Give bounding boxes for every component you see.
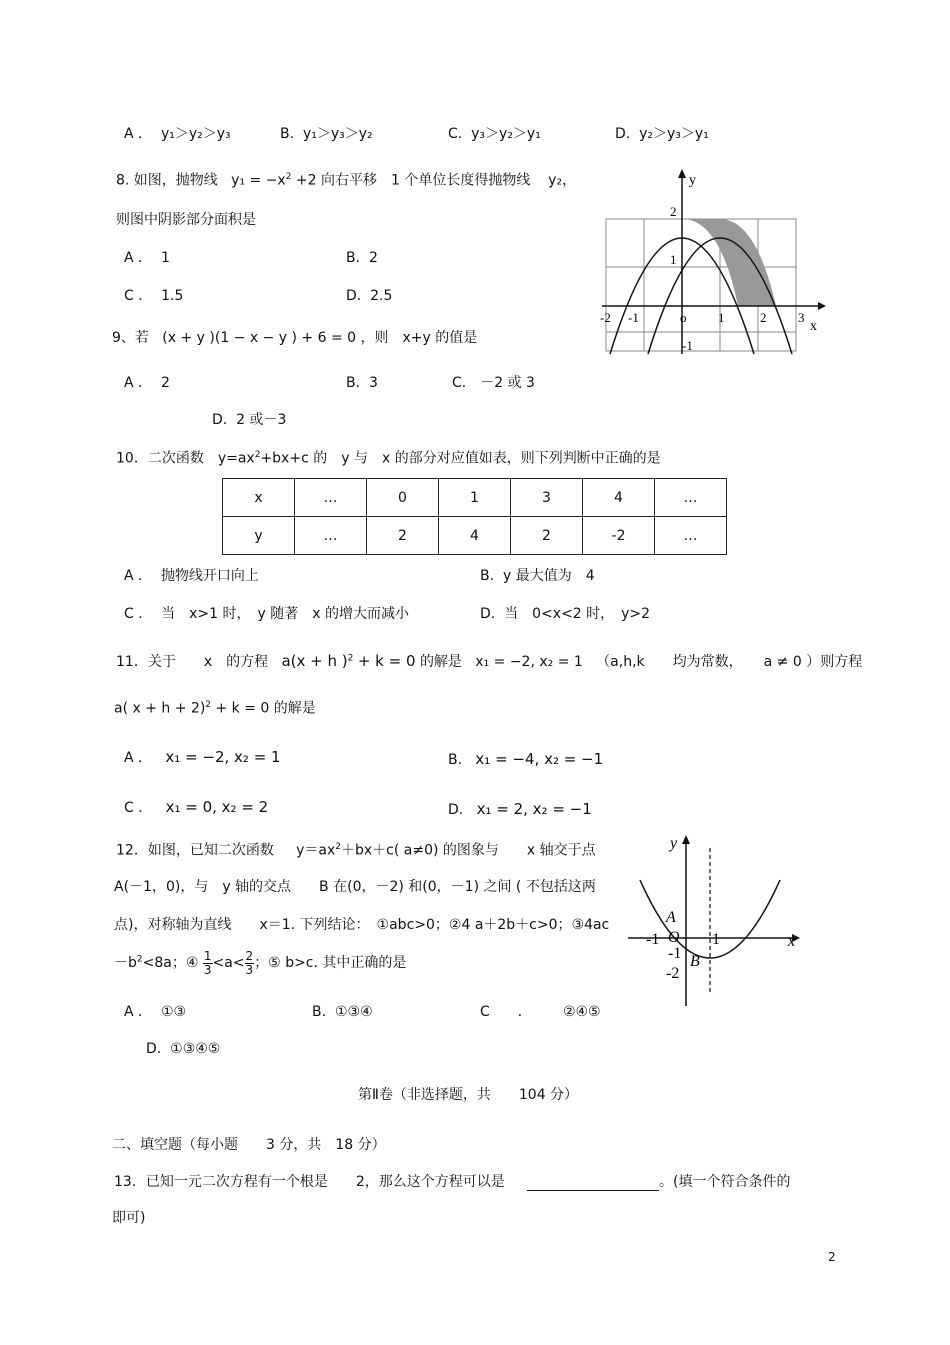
q9-option-d (212, 412, 286, 429)
q10-stem (116, 450, 661, 467)
q12-option-b-label: B. (312, 1004, 327, 1020)
q11-option-d (448, 800, 592, 819)
q12-option-d-label: D. (146, 1041, 162, 1057)
q12-stem-line-4 (114, 950, 406, 976)
q7-option-a-text: y₁＞y₂＞y₃ (160, 126, 231, 142)
q11-option-a-text: x₁ = −2, x₂ = 1 (165, 748, 281, 766)
q12-function-exponent: 2 (335, 842, 341, 852)
fill-in-heading: 二、填空题（每小题 3 分，共 18 分） (112, 1137, 386, 1153)
table-cell: … (655, 517, 727, 555)
q11-option-b-text: x₁ = −4, x₂ = −1 (475, 750, 604, 768)
q7-option-a-label: A ． (124, 126, 153, 142)
page-number: 2 (828, 1250, 836, 1264)
q10-option-c (124, 606, 409, 623)
q8-tick-x-3: 3 (798, 310, 805, 325)
q12-tick-y-minus1: -1 (668, 945, 682, 962)
q9-stem-text: 9、若 (112, 330, 149, 346)
q9-option-c-text: －2 或 3 (480, 375, 535, 391)
q11-given-solution: x₁ = −2, x₂ = 1 (475, 654, 583, 670)
q11-stem-text-3: （a,h,k 均为常数， a ≠ 0 ）则方程 (596, 654, 863, 670)
q12-function: y＝ax (296, 842, 336, 859)
section-title: 第Ⅱ卷（非选择题，共 104 分） (358, 1087, 579, 1103)
table-cell: -2 (583, 517, 655, 555)
q11-equation-2-exponent: 2 (205, 700, 212, 710)
q10-option-b-label: B. (480, 568, 495, 584)
q12-x-axis-label: x (788, 933, 796, 950)
table-cell: x (223, 479, 295, 517)
q12-option-b (312, 1004, 373, 1021)
q8-option-d-text: 2.5 (370, 288, 393, 304)
q10-option-a (124, 568, 259, 585)
q8-option-a (124, 250, 170, 267)
q12-option-d-text: ①③④⑤ (170, 1041, 221, 1057)
q9-option-a-label: A ． (124, 375, 153, 391)
q12-point-a-label: A (666, 909, 676, 926)
q12-stem-line-2: A(－1，0)，与 y 轴的交点 B 在(0，－2) 和(0，－1) 之间 ( 不包括这两 (114, 879, 596, 895)
q9-option-c-label: C． (452, 375, 476, 391)
q11-option-a (124, 748, 281, 767)
q12-stem-text: 12．如图，已知二次函数 (116, 842, 274, 859)
q11-option-a-label: A ． (124, 750, 153, 766)
q8-equation-y2: y₂， (548, 172, 577, 189)
q8-tick-x-2: 2 (760, 310, 767, 325)
q12-fraction-1-denominator: 3 (203, 962, 212, 977)
q8-option-d (346, 288, 392, 305)
q12-stem-text-4: －b (114, 955, 137, 972)
table-cell: 2 (367, 517, 439, 555)
q9-stem (112, 330, 477, 347)
q11-stem-line-2 (114, 700, 316, 717)
q10-stem-exponent: 2 (254, 450, 261, 460)
q12-stem-line-1 (116, 842, 596, 859)
q8-stem (116, 172, 576, 189)
q12-stem-text-6: <a< (212, 955, 245, 972)
q11-equation-2: a( x + h + 2) (114, 700, 206, 717)
q9-option-a (124, 375, 170, 392)
q8-tick-y-2: 2 (670, 204, 677, 219)
q7-option-d (615, 126, 709, 143)
q12-tick-x-minus1: -1 (646, 931, 660, 948)
q12-origin-label: O (668, 929, 680, 946)
q12-stem-line-3: 点)，对称轴为直线 x＝1. 下列结论： ①abc>0；②4 a＋2b＋c>0；③4ac (114, 917, 610, 933)
q11-option-c (124, 798, 268, 817)
q8-option-a-text: 1 (160, 250, 170, 266)
q10-option-d (480, 606, 650, 623)
q8-stem-text: 8. 如图，抛物线 (116, 172, 218, 189)
q12-option-a-text: ①③ (160, 1004, 187, 1020)
q11-option-c-label: C ． (124, 800, 153, 816)
q9-option-b-text: 3 (368, 375, 378, 391)
q11-option-b (448, 750, 603, 769)
q8-equation-rest: +2 (295, 172, 317, 189)
q11-stem (116, 652, 862, 671)
q9-stem-text-2: ，则 x+y 的值是 (360, 330, 478, 346)
q8-tick-y-minus1: -1 (682, 338, 693, 353)
q12-fraction-one-third (203, 950, 213, 976)
y-axis-arrow-icon (682, 835, 690, 844)
q10-option-c-text: 当 x>1 时， y 随著 x 的增大而减小 (161, 606, 409, 622)
q12-stem-exponent: 2 (136, 954, 143, 965)
q12-tick-x-1: 1 (712, 931, 720, 948)
q7-option-b-text: y₁＞y₃＞y₂ (302, 126, 373, 142)
table-cell: y (223, 517, 295, 555)
q11-option-d-label: D. (448, 802, 464, 818)
q11-option-d-text: x₁ = 2, x₂ = −1 (476, 800, 592, 818)
q11-equation-2-rest: + k = 0 的解是 (215, 700, 316, 717)
q8-option-c-label: C ． (124, 288, 153, 304)
q12-fraction-2-numerator: 2 (245, 949, 254, 963)
q7-option-d-label: D. (615, 126, 631, 142)
q12-stem-text-7: ；⑤ b>c. 其中正确的是 (254, 955, 407, 972)
q8-option-b-text: 2 (368, 250, 378, 266)
table-cell: 0 (367, 479, 439, 517)
q7-option-c-label: C. (448, 126, 463, 142)
q8-shaded-region (682, 219, 776, 306)
q10-stem-text: 10．二次函数 y=ax (116, 450, 255, 467)
q13-stem-text-2: 。(填一个符合条件的 (659, 1174, 791, 1190)
q12-option-c (480, 1004, 601, 1021)
q11-equation-1-rest: + k = 0 (357, 652, 416, 670)
q7-option-c-text: y₃＞y₂＞y₁ (471, 126, 541, 142)
q8-option-d-label: D. (346, 288, 362, 304)
q12-fraction-two-thirds (245, 950, 255, 976)
q9-option-d-label: D. (212, 412, 228, 428)
q8-equation-y1: y₁ = −x (231, 172, 286, 189)
q12-option-c-text: ②④⑤ (562, 1004, 601, 1020)
q9-option-a-text: 2 (160, 375, 170, 391)
q9-option-b-label: B. (346, 375, 361, 391)
q9-option-d-text: 2 或－3 (236, 412, 287, 428)
q11-option-b-label: B. (448, 752, 463, 768)
q12-stem-text-5: <8a；④ (142, 955, 199, 972)
table-cell: 4 (583, 479, 655, 517)
q11-equation-1-exponent: 2 (347, 653, 354, 664)
q10-option-c-label: C ． (124, 606, 153, 622)
q10-stem-text-2: +bx+c 的 y 与 x 的部分对应值如表，则下列判断中正确的是 (260, 450, 661, 467)
table-row (223, 517, 727, 555)
q12-option-a-label: A ． (124, 1004, 153, 1020)
q10-option-a-label: A ． (124, 568, 153, 584)
q9-option-b (346, 375, 378, 392)
q10-option-b (480, 568, 595, 585)
q10-option-d-label: D. (480, 606, 496, 622)
table-cell: 4 (439, 517, 511, 555)
q11-stem-text-2: 的解是 (419, 654, 462, 670)
q7-option-b (280, 126, 373, 143)
x-axis-arrow-icon (818, 302, 826, 310)
q8-option-b (346, 250, 378, 267)
q7-option-d-text: y₂＞y₃＞y₁ (639, 126, 709, 142)
q8-option-a-label: A ． (124, 250, 153, 266)
table-cell: 3 (511, 479, 583, 517)
q12-option-c-label: C ． (480, 1004, 532, 1020)
q13-stem-line-2: 即可) (112, 1210, 146, 1226)
q10-option-a-text: 抛物线开口向上 (160, 568, 259, 584)
q8-stem-line-2: 则图中阴影部分面积是 (116, 212, 256, 228)
q9-expression: (x + y )(1 − x − y ) + 6 = 0 (162, 330, 357, 346)
q11-equation-1: a(x + h ) (281, 652, 348, 670)
q12-fraction-2-denominator: 3 (245, 962, 254, 977)
table-cell: 2 (511, 517, 583, 555)
q12-y-axis-label: y (670, 835, 678, 852)
q12-stem-text-2: ＋bx＋c( a≠0) 的图象与 x 轴交于点 (340, 842, 596, 859)
q7-option-a (124, 126, 231, 143)
q12-option-d (146, 1041, 220, 1058)
q7-option-b-label: B. (280, 126, 295, 142)
table-cell: … (295, 517, 367, 555)
q12-tick-y-minus2: -2 (666, 965, 680, 982)
q12-parabola-graph (622, 828, 812, 1010)
table-row (223, 479, 727, 517)
q10-option-d-text: 当 0<x<2 时， y>2 (504, 606, 651, 622)
q8-stem-text-2: 向右平移 1 个单位长度得抛物线 (321, 172, 531, 189)
q13-stem-text: 13．已知一元二次方程有一个根是 2，那么这个方程可以是 (114, 1174, 505, 1190)
q12-option-b-text: ①③④ (334, 1004, 373, 1020)
q8-parabola-graph (596, 164, 828, 360)
q8-tick-x-1: 1 (718, 310, 725, 325)
table-cell: 1 (439, 479, 511, 517)
table-cell: … (655, 479, 727, 517)
q8-option-c-text: 1.5 (161, 288, 184, 304)
q11-stem-text: 11．关于 x 的方程 (116, 654, 269, 670)
q8-tick-origin: o (680, 310, 687, 325)
q12-fraction-1-numerator: 1 (203, 949, 212, 963)
q13-stem (114, 1174, 790, 1191)
q12-option-a (124, 1004, 186, 1021)
q12-point-b-label: B (690, 953, 700, 970)
q8-x-axis-label: x (810, 319, 817, 334)
q8-tick-y-1: 1 (670, 252, 677, 267)
q10-value-table (222, 478, 727, 555)
q8-option-c (124, 288, 183, 305)
q8-option-b-label: B. (346, 250, 361, 266)
q10-option-b-text: y 最大值为 4 (502, 568, 595, 584)
q13-answer-blank[interactable] (527, 1176, 659, 1191)
q7-option-c (448, 126, 541, 143)
q9-option-c (452, 375, 535, 392)
q8-equation-exponent: 2 (285, 172, 292, 182)
q8-tick-x-minus2: -2 (600, 310, 611, 325)
q11-option-c-text: x₁ = 0, x₂ = 2 (165, 798, 269, 816)
q8-y-axis-label: y (689, 173, 696, 188)
q8-tick-x-minus1: -1 (628, 310, 639, 325)
y-axis-arrow-icon (678, 169, 686, 178)
table-cell: … (295, 479, 367, 517)
